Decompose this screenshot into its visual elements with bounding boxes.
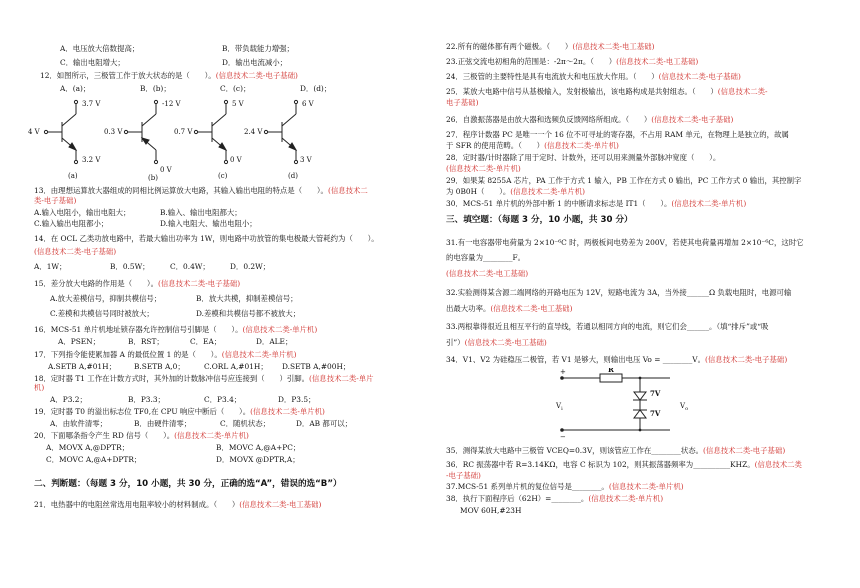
q14-option-a: A．1W；: [34, 262, 67, 271]
q36-question: [446, 460, 802, 469]
section-2-heading: 二、判断题：（每题 3 分，10 小题，共 30 分，正确的选“A”，错误的选“B”）: [34, 479, 342, 489]
circuit-b-label: (b): [148, 174, 158, 182]
q26-text: 26．自激振荡器是由放大器和选频负反馈网络所组成。（ ）: [446, 115, 652, 124]
resistor-label: R: [608, 368, 614, 374]
q18-question: [34, 374, 374, 383]
q23-text: 23.正弦交流电初相角的范围是：-2π～2π。（ ）: [446, 57, 617, 66]
q16-text: 16．MCS-51 单片机地址锁存器允许控制信号引脚是（ ）。: [34, 325, 243, 334]
q16-option-c: C．EA；: [190, 337, 222, 346]
q38-question: [446, 494, 663, 503]
q15-option-d: D.差模和共模信号都不被放大；: [196, 309, 301, 318]
q24-question: [446, 72, 741, 81]
q13-question: [34, 186, 368, 195]
circuit-a-label: (a): [68, 172, 78, 180]
q19-question: [34, 407, 325, 416]
q30-question: [446, 199, 746, 208]
q29-question: 29．如果某 8255A 芯片，PA 工作于方式 1 输入，PB 工作在方式 0 输出，PC 工作方式 0 输出，其控制字: [446, 176, 802, 185]
q18-text: 18．定时器 T1 工作在计数方式时，其外加的计数脉冲信号应连接到（ ）引脚。: [34, 374, 310, 383]
vo-label: $V_o$: [680, 402, 689, 412]
q29-tag: (信息技术二类-单片机): [510, 187, 586, 196]
q22-question: [446, 42, 654, 51]
q11-option-d: D．输出电流减小；: [222, 58, 288, 67]
q32-question: 32.实验测得某含源二端网络的开路电压为 12V，短路电流为 3A，当外接______Ω 负载电阻时，电源可输: [446, 288, 792, 297]
q20-question: [34, 431, 249, 440]
q35-question: [446, 446, 785, 455]
q32-text2: 出最大功率。: [446, 304, 491, 313]
q17-tag: (信息技术二类-单片机): [221, 350, 297, 359]
q12-option-d: D．(d)；: [300, 84, 332, 93]
q17-text: 17．下列指令能使累加器 A 的最低位置 1 的是（ ）。: [34, 350, 222, 359]
q38-code-line: MOV 60H,#23H: [460, 506, 522, 515]
q19-tag: (信息技术二类-单片机): [250, 407, 325, 416]
q18-tag: (信息技术二类-单片: [309, 374, 374, 383]
q31-question: 31.有一电容器带电荷量为 2×10⁻⁶C 时，两极板间电势差为 200V，若使其电荷量再增加 2×10⁻⁶C，这时它: [446, 238, 804, 247]
q18-option-a: A．P3.2；: [50, 395, 87, 404]
q34-question: [446, 355, 787, 364]
q14-option-c: C．0.4W；: [170, 262, 210, 271]
q15-option-a: A.放大差模信号，抑制共模信号；: [50, 294, 162, 303]
q19-option-d: D．AB 都可以；: [296, 419, 352, 428]
q33-tag: (信息技术二类-电工基础): [464, 338, 547, 347]
q36-tag-cont: -电子基础): [446, 471, 481, 480]
q18-tag-cont: 机): [34, 383, 45, 392]
transistor-circuits-figure: [28, 94, 348, 182]
q21-question: [34, 500, 321, 509]
q11-option-a: A．电压放大倍数提高；: [60, 44, 140, 53]
q30-tag: (信息技术二类-单片机): [671, 199, 747, 208]
circuit-a-base: 4 V: [28, 128, 40, 136]
q21-tag: (信息技术二类-电工基础): [239, 500, 322, 509]
q21-text: 21．电热器中的电阻丝常选用电阻率较小的材料制成。（ ）: [34, 500, 240, 509]
q20-option-d: D．MOVX @DPTR,A；: [216, 455, 300, 464]
circuit-c-label: (c): [218, 172, 228, 180]
circuit-b-emitter: 0 V: [160, 166, 172, 174]
q12-text: 12．如图所示，三极管工作于放大状态的是（ ）。: [40, 71, 216, 80]
q36-text: 36．RC 振荡器中若 R=3.14KΩ，电容 C 标识为 102，则其振荡器频率为__________KHZ。: [446, 460, 755, 469]
q27-question: 27．程序计数器 PC 是唯一一个 16 位不可寻址的寄存器，不占用 RAM 单元，在物理上是独立的，故属: [446, 130, 789, 139]
q11-option-b: B．带负载能力增强；: [222, 44, 294, 53]
q19-option-a: A．由软件清零；: [50, 419, 108, 428]
q24-tag: (信息技术二类-电子基础): [658, 72, 741, 81]
q31-tag: (信息技术二类-电工基础): [446, 269, 529, 278]
q20-option-a: A．MOVX A,@DPTR；: [46, 443, 130, 452]
q25-tag: (信息技术二类-: [717, 87, 768, 96]
q13-option-a: A.输入电阻小，输出电阻大；: [34, 208, 131, 217]
q17-option-c: C.ORL A,#01H；: [204, 362, 268, 371]
zener-circuit-diagram: [550, 368, 700, 440]
q22-tag: (信息技术二类-电工基础): [572, 42, 655, 51]
q15-option-c: C.差模和共模信号同时被放大；: [50, 309, 154, 318]
circuit-d: [264, 100, 297, 163]
zener-diode-v2: [634, 410, 646, 418]
q17-option-d: D.SETB A,#00H；: [282, 362, 351, 371]
q16-option-b: B．RST；: [128, 337, 164, 346]
q17-option-a: A.SETB A,#01H；: [48, 362, 116, 371]
q36-tag: (信息技术二类: [754, 460, 802, 469]
q34-text: 34．V1、V2 为硅稳压二极管，若 V1 是够大，则输出电压 Vo = ________V。: [446, 355, 706, 364]
circuit-c-collector: 5 V: [232, 100, 244, 108]
q20-option-c: C．MOVC A,@A+DPTR；: [46, 455, 142, 464]
q33-question-cont: [446, 338, 547, 347]
circuit-b: [124, 100, 157, 163]
q28-tag: (信息技术二类-单片机): [446, 164, 521, 173]
q17-question: [34, 350, 297, 359]
q16-option-a: A．PSEN；: [58, 337, 101, 346]
circuit-d-emitter: 3 V: [300, 156, 312, 164]
q18-option-c: C．P3.4；: [204, 395, 242, 404]
q25-text: 25．某放大电路中信号从基极输入，发射极输出，该电路构成是共射组态。（ ）: [446, 87, 718, 96]
q29-text2: 为 0B0H（ ）。: [446, 187, 511, 196]
zener-v2-label: 7V: [650, 409, 661, 418]
q18-option-b: B．P3.3；: [128, 395, 165, 404]
q13-text: 13．由理想运算放大器组成的同相比例运算放大电路，其输入输出电阻的特点是（ ）。: [34, 186, 328, 195]
q12-tag: (信息技术二类-电子基础): [215, 71, 298, 80]
q13-option-b: B.输入、输出电阻都大；: [160, 208, 242, 217]
q33-question: 33.两根靠得很近且相互平行的直导线，若通以相同方向的电流，则它们会______。（填“排斥”或“吸: [446, 322, 769, 331]
q34-tag: (信息技术二类-电子基础): [705, 355, 788, 364]
zener-diode-v1: [634, 392, 646, 400]
circuit-d-label: (d): [288, 172, 298, 180]
q23-question: [446, 57, 698, 66]
circuit-c-base: 0.7 V: [174, 128, 193, 136]
q14-question: 14．在 OCL 乙类功放电路中，若最大输出功率为 1W，则电路中功放管的集电极最大管耗约为（ ）。: [34, 234, 379, 243]
zener-v1-label: 7V: [650, 389, 661, 398]
q16-option-d: D．ALE；: [256, 337, 293, 346]
q13-option-c: C.输入输出电阻都小；: [34, 219, 109, 228]
vi-label: $V_i$: [556, 402, 563, 412]
q27-tag: (信息技术二类-单片机): [544, 141, 619, 150]
q23-tag: (信息技术二类-电工基础): [616, 57, 699, 66]
q37-text: 37.MCS-51 系列单片机的复位信号是________。: [446, 482, 609, 491]
q28-question: 28．定时器/计时器除了用于定时、计数外，还可以用来测量外部脉冲宽度（ ）。: [446, 153, 721, 162]
q12-option-a: A．(a)；: [60, 84, 91, 93]
q19-option-b: B．由硬件清零；: [134, 419, 192, 428]
q13-tag: (信息技术二: [327, 186, 368, 195]
q26-tag: (信息技术二类-电子基础): [651, 115, 734, 124]
q15-option-b: B．放大共模，抑制差模信号；: [196, 294, 298, 303]
q12-option-b: B．(b)；: [140, 84, 171, 93]
circuit-b-collector: -12 V: [162, 100, 181, 108]
q37-tag: (信息技术二类-单片机): [608, 482, 684, 491]
q30-text: 30．MCS-51 单片机的外部中断 1 的中断请求标志是 IT1（ ）。: [446, 199, 672, 208]
input-minus-label: −: [560, 433, 566, 440]
q24-text: 24．三极管的主要特性是具有电流放大和电压放大作用。（ ）: [446, 72, 659, 81]
q11-option-c: C．输出电阻增大；: [60, 58, 125, 67]
q25-tag-cont: 电子基础): [446, 98, 479, 107]
circuit-d-base: 2.4 V: [244, 128, 263, 136]
q19-text: 19．定时器 T0 的溢出标志位 TF0,在 CPU 响应中断后（ ）。: [34, 407, 251, 416]
q18-option-d: D．P3.5；: [278, 395, 316, 404]
circuit-d-collector: 6 V: [302, 100, 314, 108]
q29-question-cont: [446, 187, 585, 196]
q32-tag: (信息技术二类-电工基础): [490, 304, 573, 313]
q31-question-cont: 的电容量为________F。: [446, 253, 526, 262]
circuit-b-base: 0.3 V: [104, 128, 123, 136]
q32-question-cont: [446, 304, 573, 313]
q14-tag: (信息技术二类-电子基础): [34, 247, 117, 256]
circuit-a-collector: 3.7 V: [82, 100, 101, 108]
q37-question: [446, 482, 684, 491]
q22-text: 22.所有的磁体都有两个磁极。（ ）: [446, 42, 573, 51]
q16-question: [34, 325, 317, 334]
q33-text2: 引”）: [446, 338, 465, 347]
section-3-heading: 三、填空题：（每题 3 分，10 小题，共 30 分）: [446, 215, 633, 225]
q13-tag-cont: 类-电子基础): [34, 196, 77, 205]
q14-option-d: D．0.2W；: [230, 262, 271, 271]
circuit-c: [194, 100, 227, 163]
q12-question: [40, 71, 298, 80]
q16-tag: (信息技术二类-单片机): [242, 325, 318, 334]
q13-option-d: D.输入电阻大、输出电阻小；: [160, 219, 257, 228]
q12-option-c: C．(c)；: [220, 84, 251, 93]
q35-text: 35．测得某放大电路中三极管 VCEQ=0.3V，则该管应工作在________状态。: [446, 446, 704, 455]
circuit-a: [44, 100, 77, 163]
q19-option-c: C．随机状态；: [220, 419, 270, 428]
q38-tag: (信息技术二类-单片机): [588, 494, 664, 503]
q15-question: [34, 279, 240, 288]
q17-option-b: B.SETB A,0；: [134, 362, 185, 371]
q27-text2: 于 SFR 的使用范畴。（ ）: [446, 141, 545, 150]
q15-tag: (信息技术二类-电子基础): [157, 279, 241, 288]
q20-text: 20．下面哪条指令产生 RD 信号（ ）。: [34, 431, 175, 440]
q14-option-b: B．0.5W；: [110, 262, 150, 271]
q20-tag: (信息技术二类-单片机): [174, 431, 249, 440]
q35-tag: (信息技术二类-电子基础): [703, 446, 786, 455]
circuit-c-emitter: 0 V: [230, 156, 242, 164]
circuit-a-emitter: 3.2 V: [82, 156, 101, 164]
q15-text: 15．差分放大电路的作用是（ ）。: [34, 279, 158, 288]
input-plus-label: +: [560, 368, 566, 376]
q27-question-cont: [446, 141, 619, 150]
q26-question: [446, 115, 733, 124]
resistor-r: [600, 374, 622, 382]
q20-option-b: B．MOVC A,@A+PC；: [216, 443, 301, 452]
q38-text: 38．执行下面程序后（62H）=________。: [446, 494, 589, 503]
q25-question: [446, 87, 768, 96]
